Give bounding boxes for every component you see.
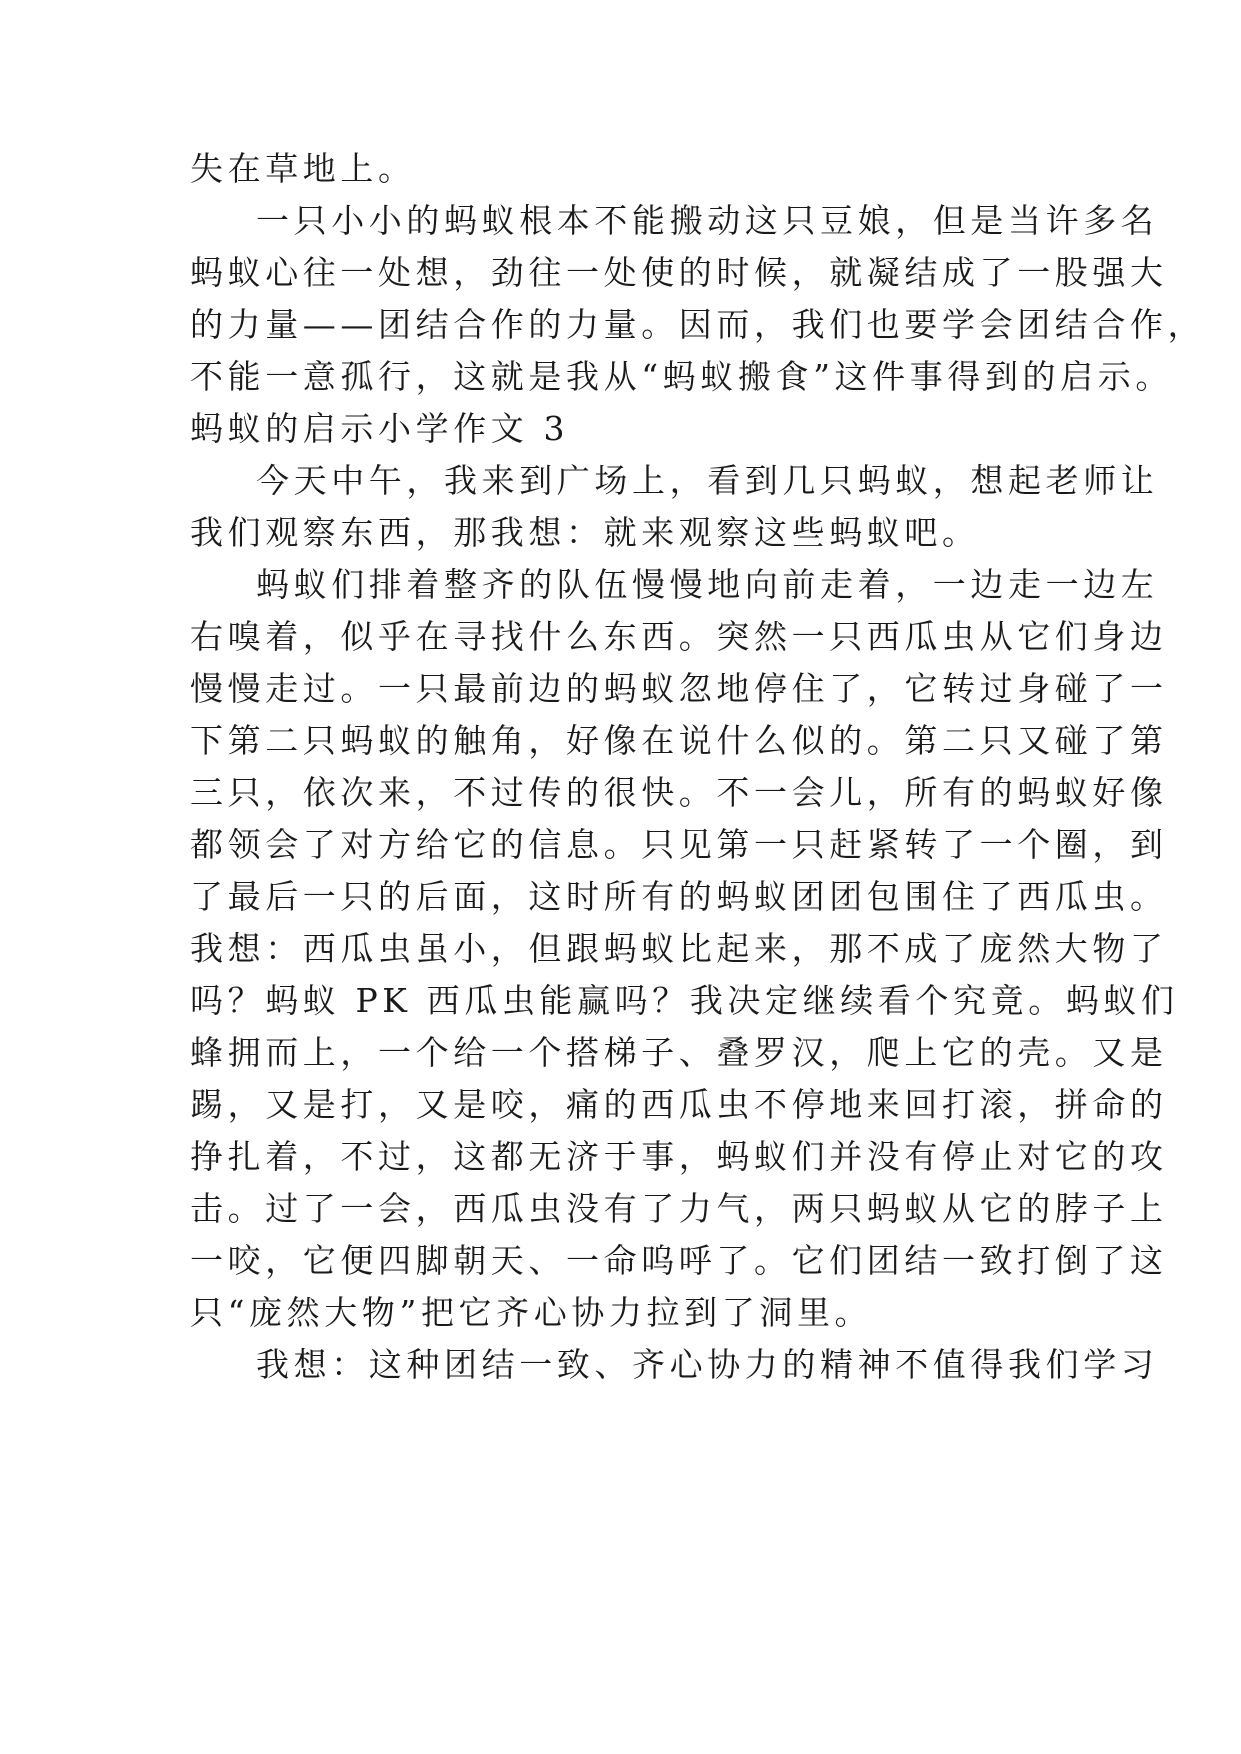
paragraph-start-line: 蚂蚁们排着整齐的队伍慢慢地向前走着，一边走一边左 <box>256 565 1159 604</box>
text-line: 的力量——团结合作的力量。因而，我们也要学会团结合作， <box>190 305 1206 344</box>
text-line: 失在草地上。 <box>190 149 416 188</box>
paragraph-start-line: 今天中午，我来到广场上，看到几只蚂蚁，想起老师让 <box>256 461 1159 500</box>
text-line: 只“庞然大物”把它齐心协力拉到了洞里。 <box>190 1293 873 1332</box>
text-line: 都领会了对方给它的信息。只见第一只赶紧转了一个圈，到 <box>190 825 1168 864</box>
text-line: 踢，又是打，又是咬，痛的西瓜虫不停地来回打滚，拼命的 <box>190 1085 1168 1124</box>
text-line: 右嗅着，似乎在寻找什么东西。突然一只西瓜虫从它们身边 <box>190 617 1168 656</box>
text-line: 蜂拥而上，一个给一个搭梯子、叠罗汉，爬上它的壳。又是 <box>190 1033 1168 1072</box>
text-line: 我们观察东西，那我想：就来观察这些蚂蚁吧。 <box>190 513 980 552</box>
paragraph-start-line: 一只小小的蚂蚁根本不能搬动这只豆娘，但是当许多名 <box>256 201 1159 240</box>
text-line: 慢慢走过。一只最前边的蚂蚁忽地停住了，它转过身碰了一 <box>190 669 1168 708</box>
paragraph-start-line: 我想：这种团结一致、齐心协力的精神不值得我们学习 <box>256 1345 1159 1384</box>
text-line: 一咬，它便四脚朝天、一命呜呼了。它们团结一致打倒了这 <box>190 1241 1168 1280</box>
text-line: 三只，依次来，不过传的很快。不一会儿，所有的蚂蚁好像 <box>190 773 1168 812</box>
text-line: 了最后一只的后面，这时所有的蚂蚁团团包围住了西瓜虫。 <box>190 877 1168 916</box>
text-line: 吗？蚂蚁 PK 西瓜虫能赢吗？我决定继续看个究竟。蚂蚁们 <box>190 981 1179 1020</box>
text-line: 挣扎着，不过，这都无济于事，蚂蚁们并没有停止对它的攻 <box>190 1137 1168 1176</box>
text-line: 蚂蚁心往一处想，劲往一处使的时候，就凝结成了一股强大 <box>190 253 1168 292</box>
text-line: 下第二只蚂蚁的触角，好像在说什么似的。第二只又碰了第 <box>190 721 1168 760</box>
text-line: 击。过了一会，西瓜虫没有了力气，两只蚂蚁从它的脖子上 <box>190 1189 1168 1228</box>
text-line: 我想：西瓜虫虽小，但跟蚂蚁比起来，那不成了庞然大物了 <box>190 929 1168 968</box>
section-heading: 蚂蚁的启示小学作文 3 <box>190 409 570 448</box>
text-line: 不能一意孤行，这就是我从“蚂蚁搬食”这件事得到的启示。 <box>190 357 1173 396</box>
